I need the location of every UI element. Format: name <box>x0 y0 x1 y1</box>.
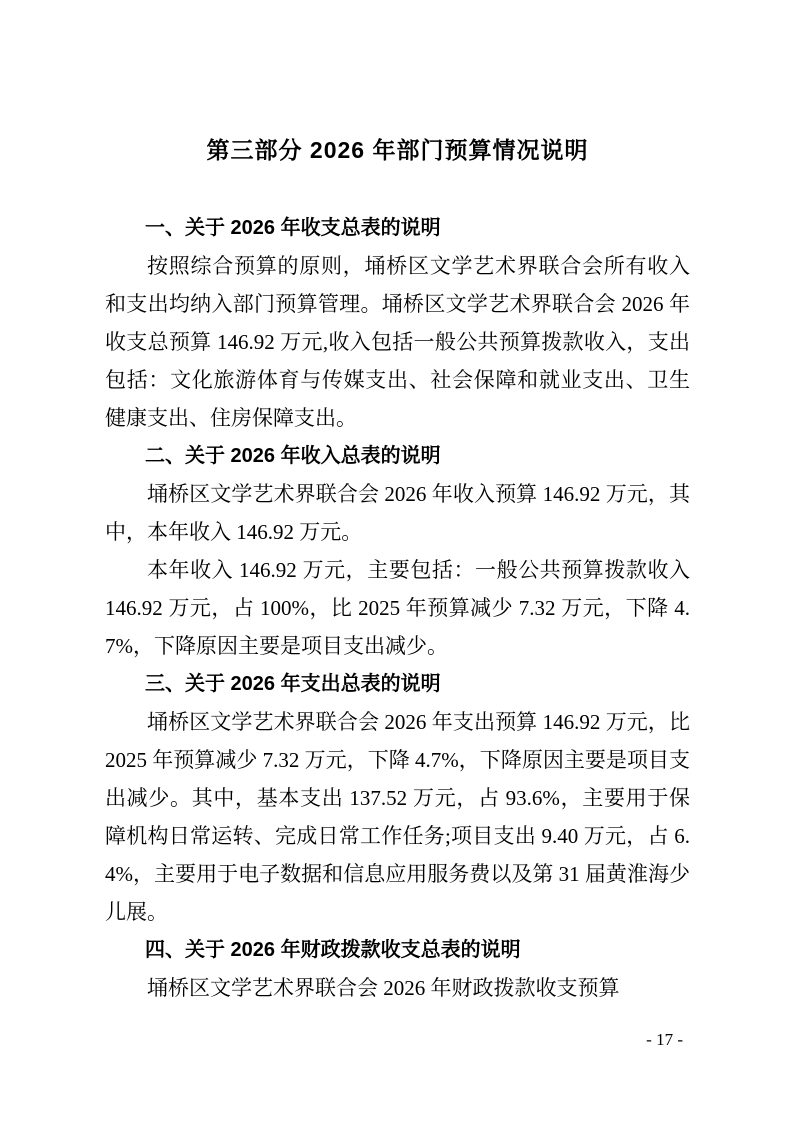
document-content <box>105 133 690 1007</box>
section-heading-fiscal-appropriation-summary: 四、关于 2026 年财政拨款收支总表的说明 <box>145 939 521 961</box>
section-heading-expense-summary: 三、关于 2026 年支出总表的说明 <box>145 673 441 695</box>
paragraph: 埇桥区文学艺术界联合会 2026 年收入预算 146.92 万元，其中，本年收入 146.92 万元。 <box>105 482 690 544</box>
section-heading-income-expense-summary: 一、关于 2026 年收支总表的说明 <box>145 217 441 239</box>
paragraph: 本年收入 146.92 万元，主要包括：一般公共预算拨款收入 146.92 万元，占 100%，比 2025 年预算减少 7.32 万元，下降 4.7%，下降原因主要是项目支出减少。 <box>105 558 690 658</box>
paragraph: 埇桥区文学艺术界联合会 2026 年财政拨款收支预算 <box>147 976 620 1000</box>
paragraph: 埇桥区文学艺术界联合会 2026 年支出预算 146.92 万元，比 2025 年预算减少 7.32 万元，下降 4.7%，下降原因主要是项目支出减少。其中，基本支出 137.52 万元，占 93.6%，主要用于保障机构日常运转、完成日常工作任务;项目支出 9.40 万元，占 6.4%，主要用于电子数据和信息应用服务费以及第 31 届黄淮海少儿展。 <box>105 710 690 924</box>
page-number: - 17 - <box>646 1030 683 1049</box>
paragraph: 按照综合预算的原则，埇桥区文学艺术界联合会所有收入和支出均纳入部门预算管理。埇桥区文学艺术界联合会 2026 年收支总预算 146.92 万元,收入包括一般公共预算拨款收入，支出包括：文化旅游体育与传媒支出、社会保障和就业支出、卫生健康支出、住房保障支出。 <box>105 254 690 430</box>
section-heading-income-summary: 二、关于 2026 年收入总表的说明 <box>145 445 441 467</box>
page-title: 第三部分 2026 年部门预算情况说明 <box>206 137 589 163</box>
